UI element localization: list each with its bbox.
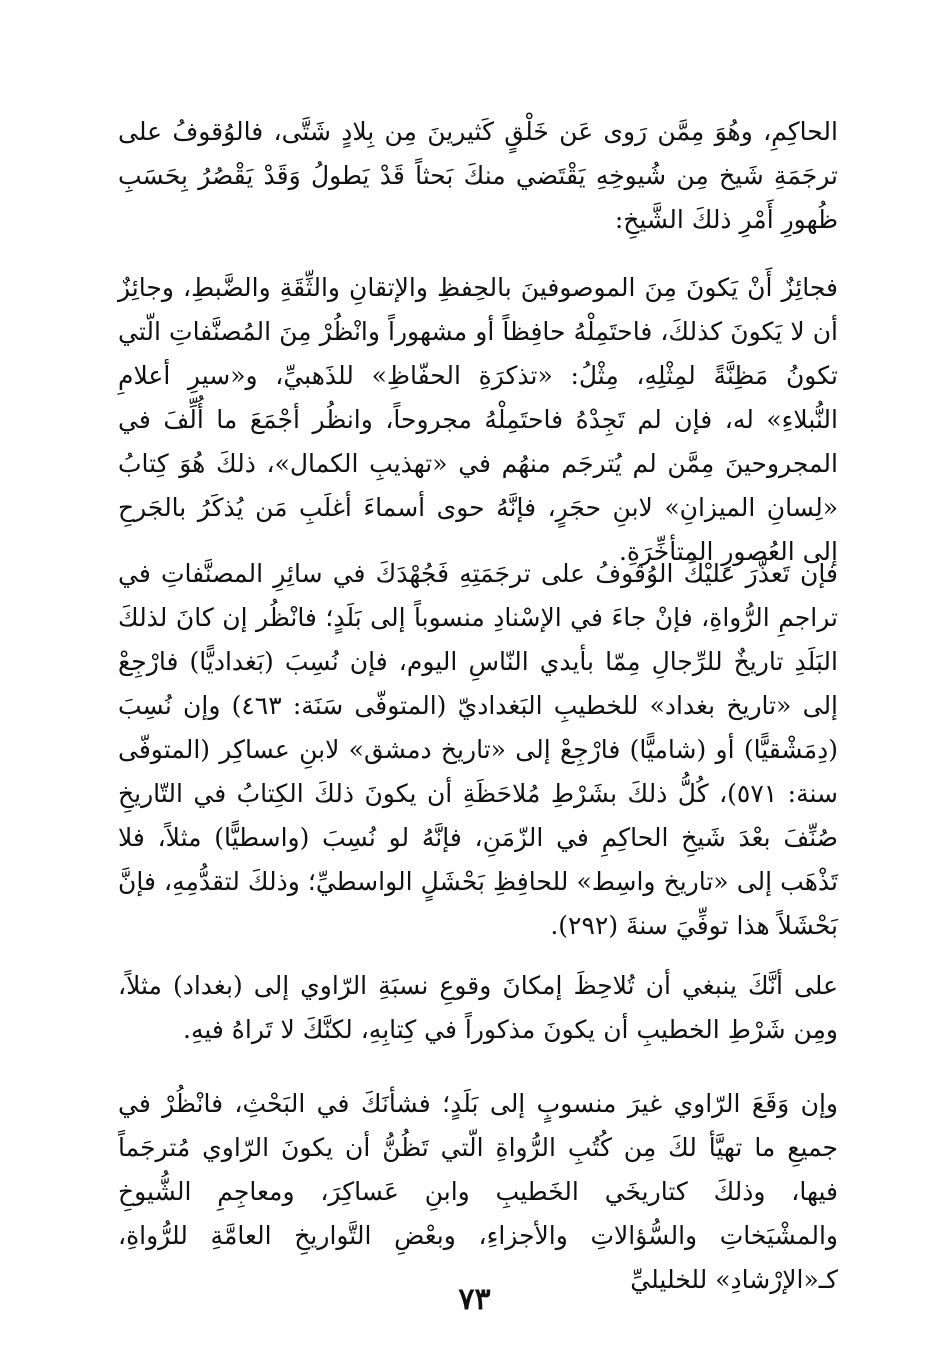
- paragraph-1: [118, 110, 838, 242]
- paragraph-text: فإن تَعذَّرَ عليْكَ الوُقوفُ على ترجَمَتِهِ فَجُهْدَكَ في سائِرِ المصنَّفاتِ في تراجمِ الرُّواةِ، فإنْ جاءَ في الإسْنادِ منسوباً إلى بَلَدٍ؛ فانْظُر إن كانَ لذلكَ البَلَدِ تاريخٌ للرِّجالِ مِمّا بأيدي النّاسِ اليوم، فإن نُسِبَ (بَغداديًّا) فارْجِعْ إلى «تاريخ بغداد» للخطيبِ البَغداديّ (المتوفّى سَنَة: ٤٦٣) وإن نُسِبَ (دِمَشْقيًّا) أو (شاميًّا) فارْجِعْ إلى «تاريخ دمشق» لابنِ عساكِر (المتوفّى سنة: ٥٧١)، كُلُّ ذلكَ بشَرْطِ مُلاحَظَةِ أن يكونَ ذلكَ الكِتابُ في التّاريخِ صُنِّفَ بعْدَ شَيخِ الحاكِمِ في الزّمَنِ، فإنَّهُ لو نُسِبَ (واسطيًّا) مثلاً، فلا تَذْهَب إلى «تاريخ واسِط» للحافِظِ بَحْشَلٍ الواسطيِّ؛ وذلكَ لتقدُّمِهِ، فإنَّ بَحْشَلاً هذا توفِّيَ سنةَ (٢٩٢).: [118, 559, 839, 940]
- paragraph-text: الحاكِمِ، وهُوَ مِمَّن رَوى عَن خَلْقٍ كَثيرينَ مِن بِلادٍ شَتَّى، فالوُقوفُ على ترجَمَةِ شَيخ مِن شُيوخِهِ يَقْتَضي منكَ بَحثاً قَدْ يَطولُ وَقَدْ يَقْصُرُ بِحَسَبِ ظُهورِ أَمْرِ ذلكَ الشَّيخِ:: [118, 117, 838, 234]
- paragraph-text: فجائِزٌ أَنْ يَكونَ مِنَ الموصوفينَ بالحِفظِ والإتقانِ والثِّقَةِ والضَّبطِ، وجائِزٌ أن لا يَكونَ كذلكَ، فاحتَمِلْهُ حافِظاً أو مشهوراً وانْظُرْ مِنَ المُصنَّفاتِ الّتي تكونُ مَظِنَّةً لمِثْلِهِ، مِثْلُ: «تذكرَةِ الحفّاظِ» للذَهبيِّ، و«سيرِ أعلامِ النُّبلاءِ» له، فإن لم تَجِدْهُ فاحتَمِلْهُ مجروحاً، وانظُر أجْمَعَ ما أُلِّفَ في المجروحينَ مِمَّن لم يُترجَم منهُم في «تهذيبِ الكمال»، ذلكَ هُوَ كِتابُ «لِسانِ الميزانِ» لابنِ حجَرٍ، فإنَّهُ حوى أسماءَ أغلَبِ مَن يُذكَرُ بالجَرحِ إلى العُصورِ المتأخِّرَةِ.: [118, 273, 839, 566]
- paragraph-3: [118, 552, 838, 948]
- paragraph-text: وإن وَقَعَ الرّاوي غيرَ منسوبٍ إلى بَلَدٍ؛ فشأنَكَ في البَحْثِ، فانْظُرْ في جميعِ ما تهيَّأ لكَ مِن كُتُبِ الرُّواةِ الّتي تَظُنُّ أن يكونَ الرّاوي مُترجَماً فيها، وذلكَ كتاريخَي الخَطيبِ وابنِ عَساكِرَ، ومعاجِمِ الشُّيوخِ والمشْيَخاتِ والسُّؤالاتِ والأجزاءِ، وبعْضِ التَّواريخِ العامَّةِ للرُّواةِ، كـ«الإرْشادِ» للخليليِّ: [118, 1089, 838, 1294]
- paragraph-text: على أنَّكَ ينبغي أن تُلاحِظَ إمكانَ وقوعِ نسبَةِ الرّاوي إلى (بغداد) مثلاً، ومِن شَرْطِ الخطيبِ أن يكونَ مذكوراً في كِتابِهِ، لكنَّكَ لا تَراهُ فيهِ.: [118, 971, 838, 1044]
- paragraph-5: [118, 1082, 838, 1302]
- paragraph-2: [118, 266, 838, 574]
- paragraph-4: [118, 964, 838, 1052]
- page-number: ٧٣: [458, 1282, 491, 1317]
